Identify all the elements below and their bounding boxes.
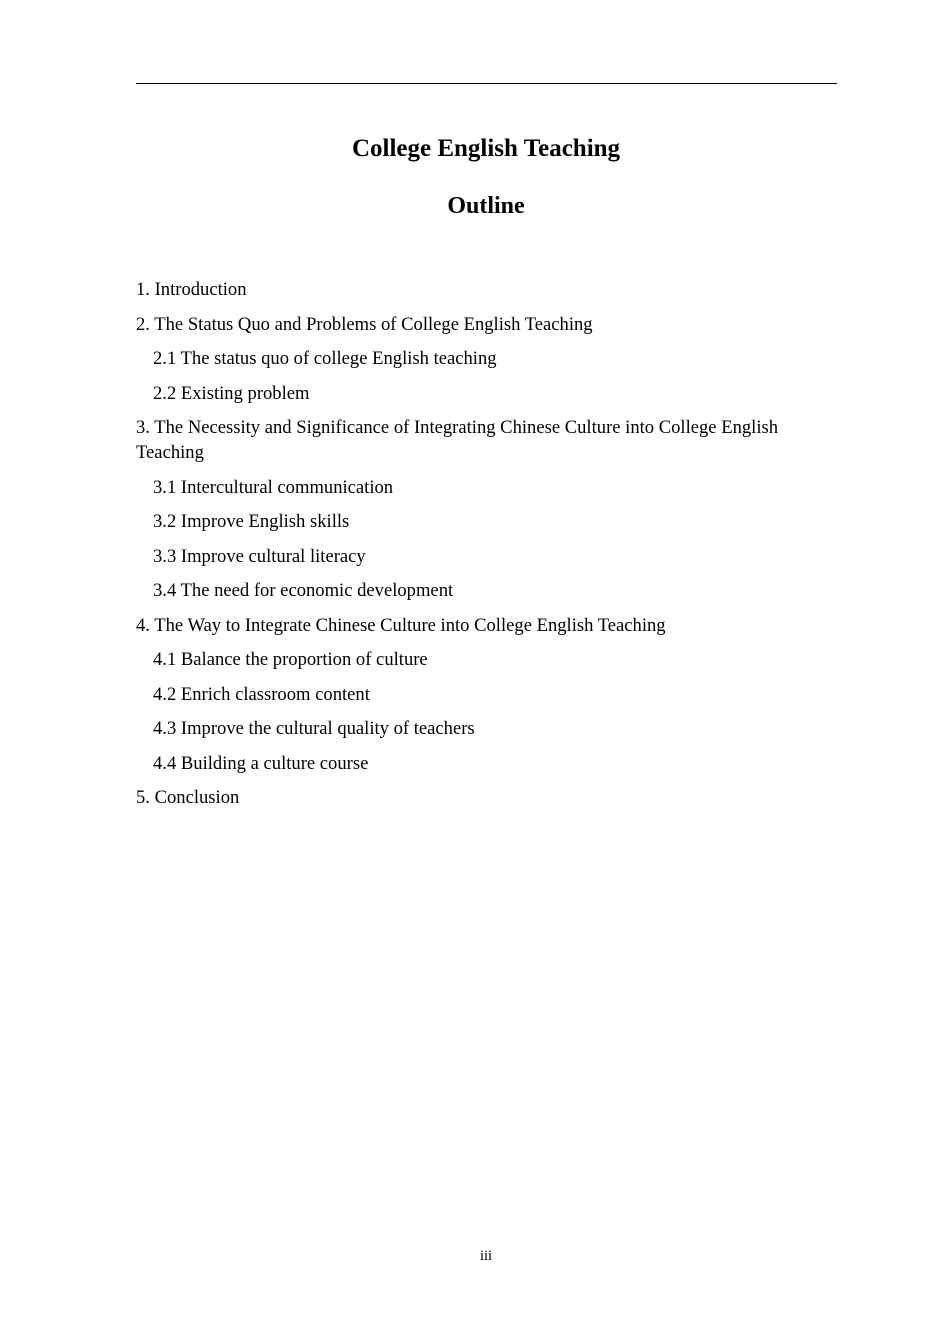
page-number: iii — [479, 1248, 493, 1264]
toc-item-culture-course: 4.4 Building a culture course — [153, 752, 369, 774]
toc-item-economic-development: 3.4 The need for economic development — [153, 580, 454, 601]
toc-item-introduction: 1. Introduction — [136, 279, 247, 300]
toc-item-enrich-classroom: 4.2 Enrich classroom content — [153, 683, 370, 705]
document-title: College English Teaching — [351, 135, 621, 162]
outline-heading: Outline — [447, 193, 525, 219]
toc-item-balance-proportion: 4.1 Balance the proportion of culture — [153, 649, 428, 670]
toc-item-improve-cultural-literacy: 3.3 Improve cultural literacy — [153, 545, 366, 567]
table-of-contents — [136, 277, 837, 820]
toc-item-existing-problem: 2.2 Existing problem — [153, 382, 310, 404]
toc-item-intercultural-communication: 3.1 Intercultural communication — [153, 476, 394, 498]
toc-item-status-quo: 2.1 The status quo of college English teaching — [153, 348, 497, 369]
header-rule — [136, 83, 837, 84]
toc-item-status-quo-and-problems: 2. The Status Quo and Problems of College English Teaching — [136, 313, 593, 335]
toc-item-necessity-and-significance: 3. The Necessity and Significance of Integrating Chinese Culture into College English Teaching — [136, 417, 779, 463]
toc-item-way-to-integrate: 4. The Way to Integrate Chinese Culture into College English Teaching — [136, 614, 666, 636]
toc-item-improve-english-skills: 3.2 Improve English skills — [153, 511, 350, 532]
toc-item-teacher-cultural-quality: 4.3 Improve the cultural quality of teachers — [153, 718, 475, 739]
toc-item-conclusion: 5. Conclusion — [136, 787, 240, 808]
